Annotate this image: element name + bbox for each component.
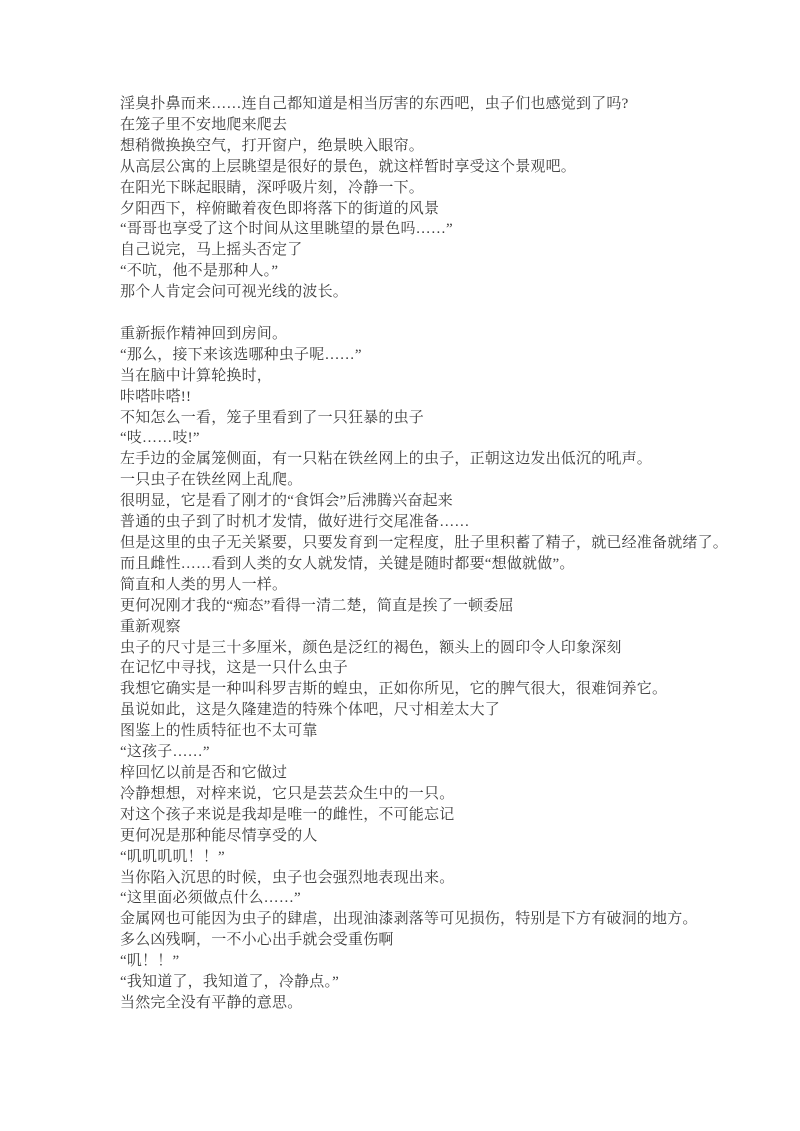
text-line: “那么，接下来该选哪种虫子呢……”: [120, 346, 362, 363]
text-line: 在笼子里不安地爬来爬去: [120, 116, 288, 133]
text-line: “不吭，他不是那种人。”: [120, 263, 279, 280]
text-line: “吱……吱!”: [120, 430, 200, 447]
text-line: 咔嗒咔嗒!!: [120, 388, 192, 405]
text-line: 冷静想想，对梓来说，它只是芸芸众生中的一只。: [120, 785, 455, 802]
text-line: 简直和人类的男人一样。: [120, 576, 288, 593]
text-line: “这孩子……”: [120, 744, 210, 761]
text-line: “我知道了，我知道了，冷静点。”: [120, 974, 340, 991]
text-line: 多么凶残啊，一不小心出手就会受重伤啊: [120, 932, 394, 949]
text-line: 自己说完，马上摇头否定了: [120, 242, 303, 259]
text-line: 一只虫子在铁丝网上乱爬。: [120, 472, 303, 489]
text-line: “叽！！”: [120, 953, 180, 970]
text-line: 当你陷入沉思的时候，虫子也会强烈地表现出来。: [120, 869, 455, 886]
text-line: 夕阳西下，梓俯瞰着夜色即将落下的街道的风景: [120, 200, 440, 217]
text-line: “哥哥也享受了这个时间从这里眺望的景色吗……”: [120, 221, 453, 238]
text-line: 普通的虫子到了时机才发情，做好进行交尾准备……: [120, 514, 470, 531]
text-line: 更何况是那种能尽情享受的人: [120, 827, 318, 844]
text-line: 虽说如此，这是久隆建造的特殊个体吧，尺寸相差太大了: [120, 702, 501, 719]
text-line: 从高层公寓的上层眺望是很好的景色，就这样暂时享受这个景观吧。: [120, 158, 577, 175]
text-line: “叽叽叽叽！！”: [120, 848, 225, 865]
text-line: 当然完全没有平静的意思。: [120, 994, 303, 1011]
text-line: 对这个孩子来说是我却是唯一的雌性，不可能忘记: [120, 806, 455, 823]
text-line: 图鉴上的性质特征也不太可靠: [120, 723, 318, 740]
text-line: 重新振作精神回到房间。: [120, 325, 288, 342]
text-line: 当在脑中计算轮换时，: [120, 367, 273, 384]
text-line: 金属网也可能因为虫子的肆虐，出现油漆剥落等可见损伤，特别是下方有破洞的地方。: [120, 911, 698, 928]
text-line: 很明显，它是看了刚才的“食饵会”后沸腾兴奋起来: [120, 493, 453, 510]
text-line: 想稍微换换空气，打开窗户，绝景映入眼帘。: [120, 137, 425, 154]
text-line: 而且雌性……看到人类的女人就发情，关键是随时都要“想做就做”。: [120, 555, 575, 572]
text-line: 虫子的尺寸是三十多厘米，颜色是泛红的褐色，额头上的圆印令人印象深刻: [120, 639, 622, 656]
text-line: “这里面必须做点什么……”: [120, 890, 301, 907]
text-line: 在记忆中寻找，这是一只什么虫子: [120, 660, 349, 677]
text-line: 更何况刚才我的“痴态”看得一清二楚，简直是挨了一顿委屈: [120, 597, 514, 614]
text-line: 淫臭扑鼻而来……连自己都知道是相当厉害的东西吧，虫子们也感觉到了吗?: [120, 96, 629, 112]
text-line: 梓回忆以前是否和它做过: [120, 764, 288, 781]
text-line: 不知怎么一看，笼子里看到了一只狂暴的虫子: [120, 409, 425, 426]
text-line: 在阳光下眯起眼睛，深呼吸片刻，冷静一下。: [120, 179, 425, 196]
text-line: 那个人肯定会问可视光线的波长。: [120, 284, 349, 301]
text-line: 我想它确实是一种叫科罗吉斯的蝗虫，正如你所见，它的脾气很大，很难饲养它。: [120, 681, 668, 698]
text-line: 左手边的金属笼侧面，有一只粘在铁丝网上的虫子，正朝这边发出低沉的吼声。: [120, 451, 653, 468]
text-block: [120, 94, 729, 1014]
text-line: [120, 303, 720, 324]
text-line: 但是这里的虫子无关紧要，只要发育到一定程度，肚子里积蓄了精子，就已经准备就绪了。: [120, 535, 729, 552]
text-line: 重新观察: [120, 618, 181, 635]
